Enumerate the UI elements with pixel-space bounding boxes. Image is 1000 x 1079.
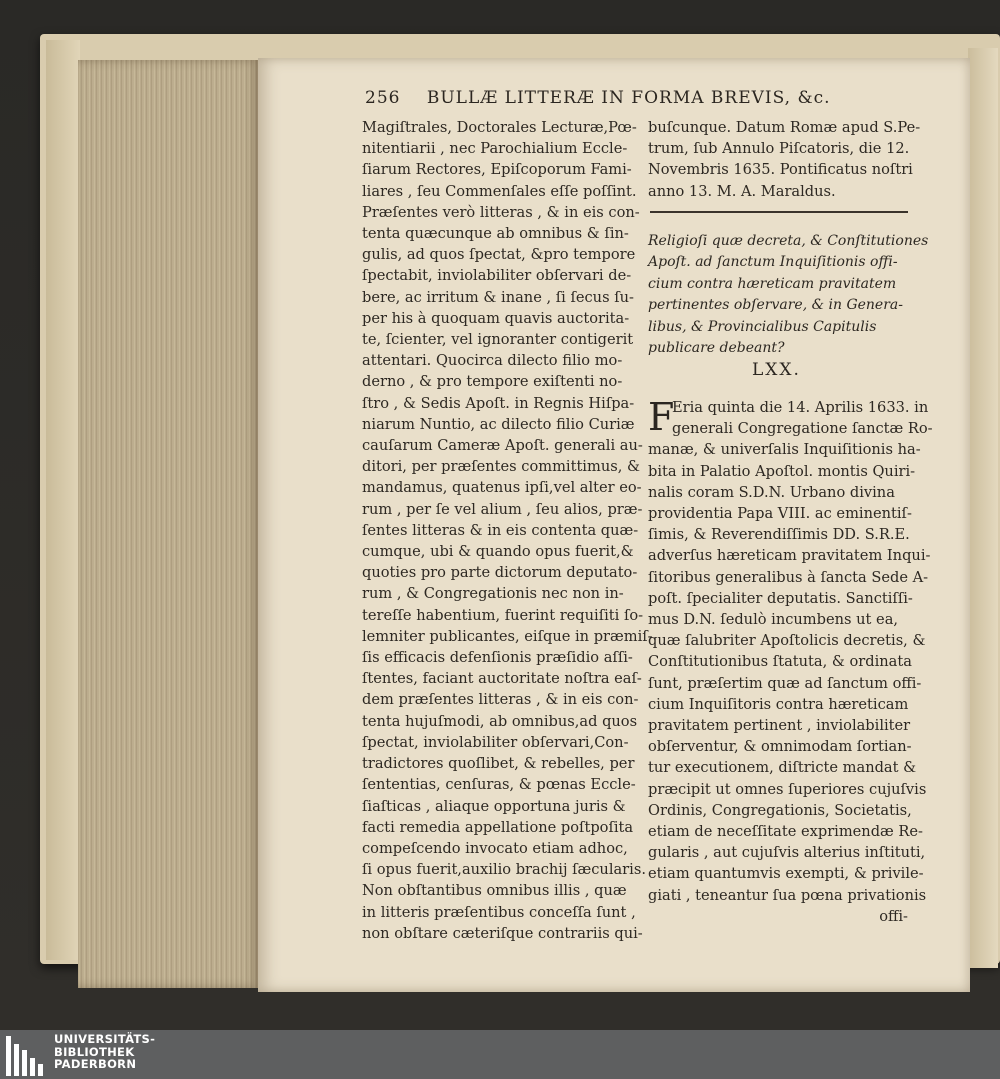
- text-line: poſt. ſpecialiter deputatis. Sanctiſſi-: [648, 589, 913, 607]
- book-board-edge: [46, 40, 80, 960]
- text-line: ſis efficacis defenſionis præſidio aſſi-: [362, 649, 633, 667]
- text-line: providentia Papa VIII. ac eminentiſ-: [648, 505, 912, 523]
- text-line: gulis, ad quos ſpectat, &pro tempore: [362, 246, 636, 264]
- text-line: anno 13. M. A. Maraldus.: [648, 182, 836, 200]
- logo-line-1: UNIVERSITÄTS-: [54, 1032, 156, 1046]
- text-line: cauſarum Cameræ Apoſt. generali au-: [362, 437, 643, 455]
- right-column-top: [648, 117, 928, 202]
- heading-line: publicare debeant?: [648, 340, 785, 357]
- text-line: tur executionem, diſtricte mandat &: [648, 759, 917, 777]
- text-line: te, ſcienter, vel ignoranter contigerit: [362, 331, 634, 349]
- text-line: buſcunque. Datum Romæ apud S.Pe-: [648, 119, 921, 136]
- text-line: adverſus hæreticam pravitatem Inqui-: [648, 547, 931, 565]
- heading-line: libus, & Provincialibus Capitulis: [648, 318, 877, 335]
- text-line: nalis coram S.D.N. Urbano divina: [648, 483, 895, 501]
- text-line: cium Inquiſitoris contra hæreticam: [648, 695, 909, 713]
- heading-line: pertinentes obſervare, & in Genera-: [648, 297, 903, 314]
- text-line: compeſcendo invocato etiam adhoc,: [362, 839, 628, 857]
- facing-page-edge: [968, 48, 998, 968]
- text-line: in litteris præſentibus conceſſa ſunt ,: [362, 903, 636, 921]
- text-line: ſitoribus generalibus à ſancta Sede A-: [648, 568, 929, 586]
- text-line: giati , teneantur ſua pœna privationis: [648, 886, 927, 904]
- text-line: præcipit ut omnes ſuperiores cujuſvis: [648, 780, 927, 798]
- text-line: ſententias, cenſuras, & pœnas Eccle-: [362, 776, 636, 794]
- text-line: quæ ſalubriter Apoſtolicis decretis, &: [648, 632, 926, 650]
- text-line: Novembris 1635. Pontificatus noſtri: [648, 161, 913, 179]
- section-rule: [650, 211, 908, 213]
- text-line: dem præſentes litteras , & in eis con-: [362, 691, 639, 709]
- text-line: Magiſtrales, Doctorales Lecturæ,Pœ-: [362, 119, 637, 136]
- text-line: generali Congregatione ſanctæ Ro-: [672, 420, 933, 438]
- text-line: trum, ſub Annulo Piſcatoris, die 12.: [648, 140, 910, 158]
- text-line: etiam quantumvis exempti, & privile-: [648, 865, 924, 883]
- text-line: nitentiarii , nec Parochialium Eccle-: [362, 140, 628, 158]
- text-line: facti remedia appellatione poſtpoſita: [362, 818, 634, 836]
- text-line: etiam de neceſſitate exprimendæ Re-: [648, 823, 923, 841]
- text-line: attentari. Quocirca dilecto filio mo-: [362, 352, 623, 370]
- page-number: 256: [365, 88, 401, 108]
- text-line: Ordinis, Congregationis, Societatis,: [648, 801, 912, 819]
- text-line: obſerventur, & omnimodam ſortian-: [648, 738, 912, 756]
- text-line: manæ, & univerſalis Inquiſitionis ha-: [648, 441, 921, 459]
- text-line: ſiarum Rectores, Epiſcoporum Fami-: [362, 161, 632, 179]
- text-line: cumque, ubi & quando opus fuerit,&: [362, 543, 634, 561]
- text-line: Conſtitutionibus ſtatuta, & ordinata: [648, 653, 912, 671]
- text-line: tereſſe habentium, fuerint requiſiti ſo-: [362, 606, 644, 624]
- page-stack-edge: [78, 60, 260, 988]
- text-line: gularis , aut cujuſvis alterius inſtituti,: [648, 844, 926, 862]
- text-line: lemniter publicantes, eiſque in præmiſ-: [362, 627, 653, 645]
- library-logo-icon: [6, 1036, 48, 1076]
- logo-line-2: BIBLIOTHEK: [54, 1044, 135, 1059]
- text-line: ſpectabit, inviolabiliter obſervari de-: [362, 267, 632, 285]
- text-line: ſunt, præſertim quæ ad ſanctum offi-: [648, 674, 922, 692]
- text-line: pravitatem pertinent , inviolabiliter: [648, 717, 911, 735]
- text-line: ſtentes, faciant auctoritate noſtra eaſ-: [362, 670, 642, 688]
- text-line: tenta quæcunque ab omnibus & ſin-: [362, 225, 629, 243]
- text-line: ſi opus fuerit,auxilio brachij ſæcularis.: [362, 861, 646, 879]
- text-line: Præſentes verò litteras , & in eis con-: [362, 203, 640, 221]
- text-line: ſentes litteras & in eis contenta quæ-: [362, 521, 639, 539]
- text-line: per his à quoquam quavis auctorita-: [362, 309, 630, 327]
- text-line: Non obſtantibus omnibus illis , quæ: [362, 882, 627, 900]
- decree-body-text: [648, 397, 933, 927]
- text-line: ſiaſticas , aliaque opportuna juris &: [362, 797, 626, 815]
- text-line: ſpectat, inviolabiliter obſervari,Con-: [362, 733, 629, 751]
- text-line: bita in Palatio Apoſtol. montis Quiri-: [648, 462, 916, 480]
- text-line: tenta hujuſmodi, ab omnibus,ad quos: [362, 712, 638, 730]
- drop-capital: F: [648, 395, 675, 439]
- text-line: ſimis, & Reverendiſſimis DD. S.R.E.: [648, 526, 910, 544]
- text-line: mandamus, quatenus ipſi,vel alter eo-: [362, 479, 642, 497]
- text-line: liares , ſeu Commenſales eſſe poſſint.: [362, 182, 637, 200]
- text-line: derno , & pro tempore exiſtenti no-: [362, 373, 623, 391]
- text-line: rum , per ſe vel alium , ſeu alios, præ-: [362, 500, 643, 518]
- section-number: LXX.: [752, 360, 801, 380]
- running-head: [365, 88, 965, 108]
- running-title: BULLÆ LITTERÆ IN FORMA BREVIS, &c.: [426, 88, 831, 108]
- text-line: ſtro , & Sedis Apoſt. in Regnis Hiſpa-: [362, 394, 635, 412]
- catchword: offi-: [879, 907, 908, 925]
- text-line: rum , & Congregationis nec non in-: [362, 585, 624, 603]
- text-line: ditori, per præſentes committimus, &: [362, 458, 640, 476]
- heading-line: Apoſt. ad ſanctum Inquiſitionis offi-: [648, 254, 898, 271]
- text-line: mus D.N. ſedulò incumbens ut ea,: [648, 611, 899, 629]
- heading-line: cium contra hæreticam pravitatem: [648, 275, 897, 292]
- left-text-column: [362, 117, 653, 944]
- text-line: quoties pro parte dictorum deputato-: [362, 564, 638, 582]
- heading-line: Religioſi quæ decreta, & Conſtitutiones: [648, 233, 929, 249]
- section-heading: [648, 231, 929, 359]
- text-line: non obſtare cæteriſque contrariis qui-: [362, 924, 643, 942]
- text-line: bere, ac irritum & inane , ſi ſecus ſu-: [362, 288, 634, 306]
- logo-line-3: PADERBORN: [54, 1057, 137, 1071]
- text-line: Eria quinta die 14. Aprilis 1633. in: [672, 399, 929, 416]
- text-line: niarum Nuntio, ac dilecto filio Curiæ: [362, 415, 635, 433]
- library-logo-text: [54, 1033, 155, 1071]
- text-line: tradictores quoſlibet, & rebelles, per: [362, 755, 635, 773]
